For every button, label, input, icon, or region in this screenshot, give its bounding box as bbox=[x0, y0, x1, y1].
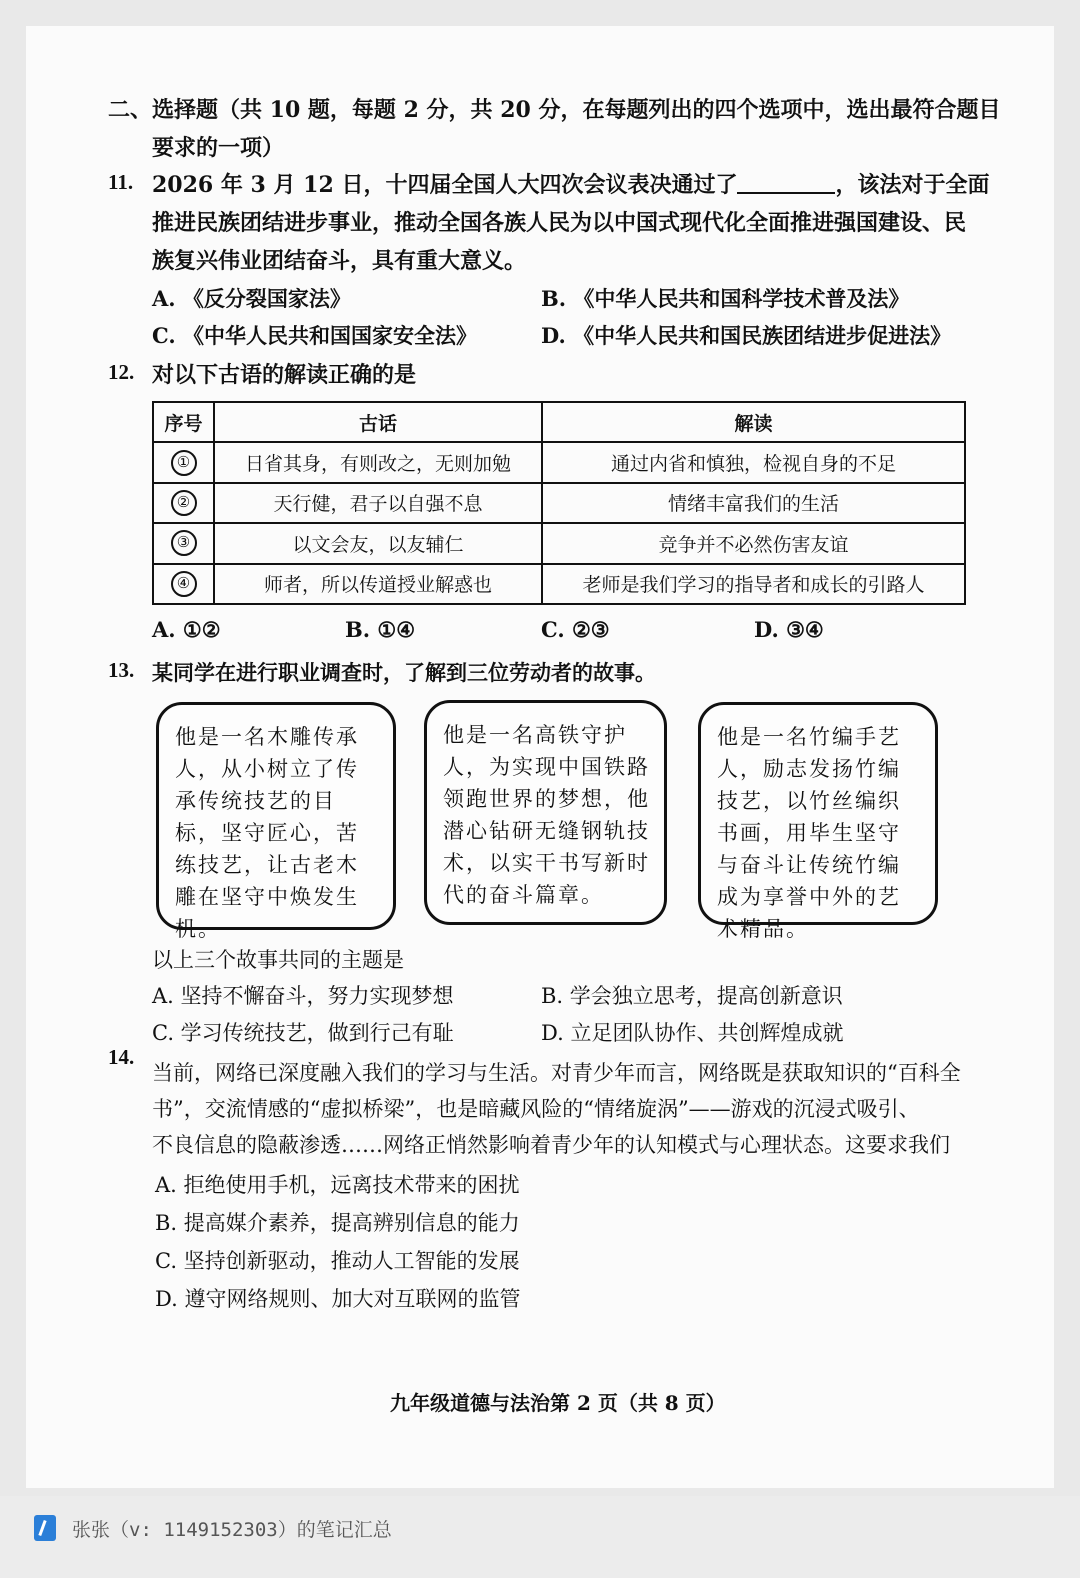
row-interpretation: 老师是我们学习的指导者和成长的引路人 bbox=[542, 564, 965, 604]
q12-option-d: D. ③④ bbox=[754, 617, 824, 642]
q11-option-c: C. 《中华人民共和国国家安全法》 bbox=[152, 323, 477, 348]
q11-option-a: A. 《反分裂国家法》 bbox=[152, 286, 351, 311]
sayings-table bbox=[152, 401, 966, 605]
q14-stem-line1: 当前，网络已深度融入我们的学习与生活。对青少年而言，网络既是获取知识的“百科全 bbox=[152, 1061, 961, 1085]
watermark-text: 张张（v: 1149152303）的笔记汇总 bbox=[72, 1519, 392, 1541]
section-title-cont: 要求的一项） bbox=[152, 135, 285, 161]
table-row bbox=[153, 523, 965, 563]
row-saying: 日省其身，有则改之，无则加勉 bbox=[214, 442, 542, 482]
page-footer: 九年级道德与法治第 2 页（共 8 页） bbox=[390, 1391, 726, 1415]
header-number: 序号 bbox=[153, 402, 214, 442]
q12-number: 12. bbox=[108, 360, 135, 384]
q12-stem: 对以下古语的解读正确的是 bbox=[152, 362, 417, 388]
header-saying: 古话 bbox=[214, 402, 542, 442]
story-bubble-bamboo: 他是一名竹编手艺人，励志发扬竹编技艺，以竹丝编织书画，用毕生坚守与奋斗让传统竹编成为享誉中外的艺术精品。 bbox=[698, 702, 938, 925]
q14-option-c: C. 坚持创新驱动，推动人工智能的发展 bbox=[155, 1249, 520, 1273]
q11-answer-blank bbox=[737, 172, 835, 194]
table-row bbox=[153, 483, 965, 523]
table-row bbox=[153, 442, 965, 482]
q11-stem-line1 bbox=[152, 168, 989, 199]
q13-question: 以上三个故事共同的主题是 bbox=[152, 948, 404, 972]
q14-stem-line3: 不良信息的隐蔽渗透……网络正悄然影响着青少年的认知模式与心理状态。这要求我们 bbox=[152, 1133, 950, 1157]
row-saying: 师者，所以传道授业解惑也 bbox=[214, 564, 542, 604]
q14-option-b: B. 提高媒介素养，提高辨别信息的能力 bbox=[155, 1211, 520, 1235]
q11-stem-part1: 2026 年 3 月 12 日，十四届全国人大四次会议表决通过了 bbox=[152, 172, 738, 198]
header-interpretation: 解读 bbox=[542, 402, 965, 442]
section-title: 二、选择题（共 10 题，每题 2 分，共 20 分，在每题列出的四个选项中，选出最符合题目 bbox=[108, 97, 1001, 123]
q14-option-a: A. 拒绝使用手机，远离技术带来的困扰 bbox=[155, 1173, 520, 1197]
q13-option-c: C. 学习传统技艺，做到行己有耻 bbox=[152, 1021, 454, 1045]
row-number: ③ bbox=[153, 523, 214, 563]
q14-number: 14. bbox=[108, 1045, 135, 1069]
row-number: ④ bbox=[153, 564, 214, 604]
row-saying: 以文会友，以友辅仁 bbox=[214, 523, 542, 563]
q13-number: 13. bbox=[108, 658, 135, 682]
note-app-icon bbox=[34, 1515, 56, 1541]
row-interpretation: 情绪丰富我们的生活 bbox=[542, 483, 965, 523]
q11-stem-line3: 族复兴伟业团结奋斗，具有重大意义。 bbox=[152, 248, 527, 274]
table-row bbox=[153, 564, 965, 604]
row-saying: 天行健，君子以自强不息 bbox=[214, 483, 542, 523]
q11-number: 11. bbox=[108, 170, 134, 194]
row-number: ② bbox=[153, 483, 214, 523]
q14-stem-line2: 书”，交流情感的“虚拟桥梁”，也是暗藏风险的“情绪旋涡”——游戏的沉浸式吸引、 bbox=[152, 1097, 920, 1121]
q11-option-d: D. 《中华人民共和国民族团结进步促进法》 bbox=[541, 323, 952, 348]
q11-option-b: B. 《中华人民共和国科学技术普及法》 bbox=[541, 286, 910, 311]
q12-option-b: B. ①④ bbox=[345, 617, 416, 642]
table-header-row bbox=[153, 402, 965, 442]
row-interpretation: 通过内省和慎独，检视自身的不足 bbox=[542, 442, 965, 482]
q13-option-b: B. 学会独立思考，提高创新意识 bbox=[541, 984, 843, 1008]
q13-stem: 某同学在进行职业调查时，了解到三位劳动者的故事。 bbox=[152, 660, 656, 685]
q13-option-d: D. 立足团队协作、共创辉煌成就 bbox=[541, 1021, 844, 1045]
story-bubble-woodcarver: 他是一名木雕传承人，从小树立了传承传统技艺的目标，坚守匠心，苦练技艺，让古老木雕在坚守中焕发生机。 bbox=[156, 702, 396, 930]
q11-stem-line2: 推进民族团结进步事业，推动全国各族人民为以中国式现代化全面推进强国建设、民 bbox=[152, 210, 967, 236]
q13-option-a: A. 坚持不懈奋斗，努力实现梦想 bbox=[152, 984, 454, 1008]
q11-stem-part2: ，该法对于全面 bbox=[835, 172, 990, 198]
row-number: ① bbox=[153, 442, 214, 482]
q12-option-c: C. ②③ bbox=[541, 617, 610, 642]
q12-option-a: A. ①② bbox=[152, 617, 221, 642]
q14-option-d: D. 遵守网络规则、加大对互联网的监管 bbox=[155, 1287, 521, 1311]
row-interpretation: 竞争并不必然伤害友谊 bbox=[542, 523, 965, 563]
story-bubble-railway: 他是一名高铁守护人，为实现中国铁路领跑世界的梦想，他潜心钻研无缝钢轨技术，以实干书写新时代的奋斗篇章。 bbox=[424, 700, 667, 925]
